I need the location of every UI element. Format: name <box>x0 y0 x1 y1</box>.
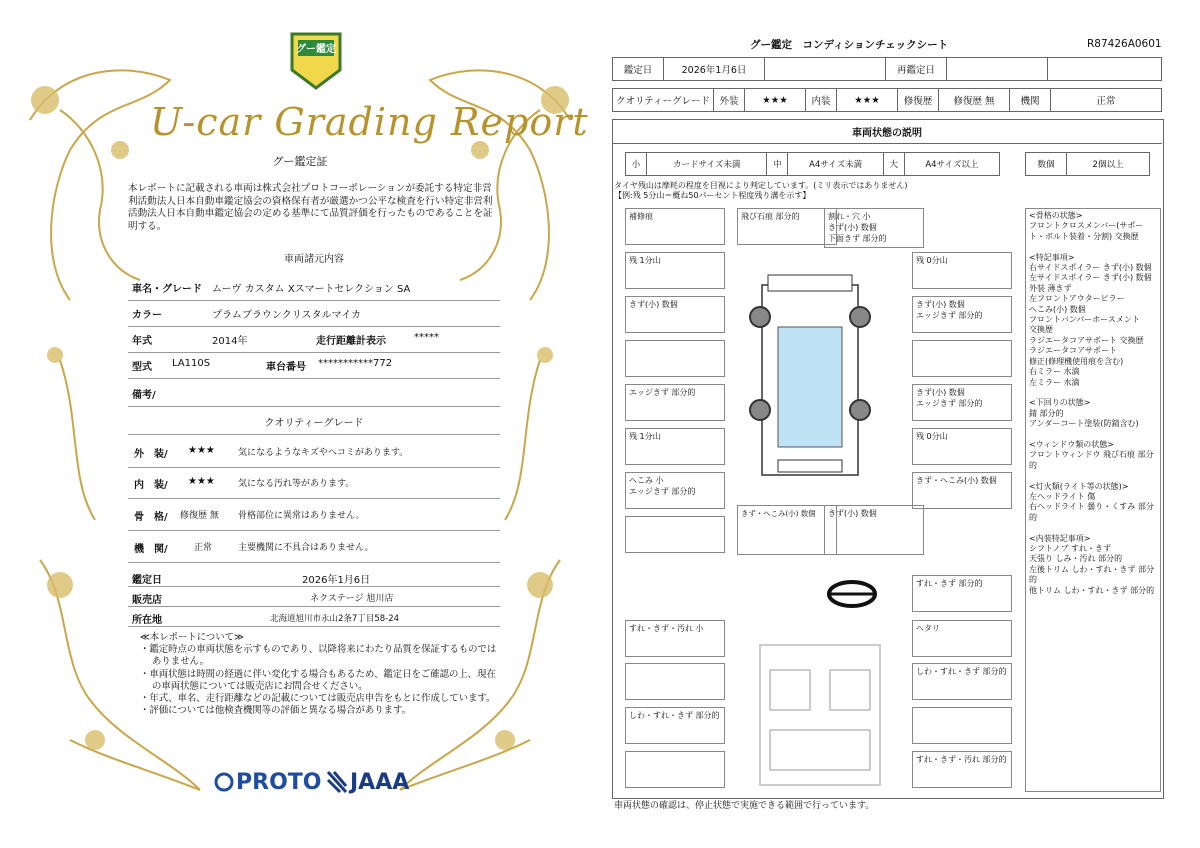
certificate-statement: 本レポートに記載される車両は株式会社プロトコーポレーションが委託する特定非営利活動法人日本自動車鑑定協会の資格保有者が厳選かつ公平な検査を行い特定非営利活動法人日本自動車鑑定協会の定める基準にて品質評価を行ったものであることを証明する。 <box>128 183 493 232</box>
date-label: 鑑定日 <box>613 58 664 81</box>
car-interior-diagram <box>750 640 890 790</box>
date-value: 2026年1月6日 <box>664 58 765 81</box>
date-blank <box>765 58 886 81</box>
proto-logo: PROTO <box>236 770 322 795</box>
interior-box: しわ・すれ・きず 部分的 <box>912 663 1012 700</box>
interior-label: 内 装/ <box>134 480 168 491</box>
goo-appraisal-badge <box>288 30 344 90</box>
steering-wheel-icon <box>826 579 878 609</box>
engine-value: 正常 <box>1051 89 1162 112</box>
interior-box: すれ・きず・汚れ 小 <box>625 620 725 657</box>
note-line: へこみ(小) 数個 <box>1029 304 1086 314</box>
exterior-stars: ★★★ <box>188 445 215 456</box>
note-line: 修正(修理機使用痕を含む) <box>1029 356 1124 366</box>
frame-row <box>128 498 500 531</box>
damage-box: 割れ・穴 小 きず(小) 数個 下面きず 部分的 <box>824 208 924 248</box>
note-line: 右ヘッドライト 曇り・くすみ 部分的 <box>1029 502 1154 522</box>
certificate-heading: グー鑑定証 <box>272 155 328 168</box>
chassis-label: 車台番号 <box>266 362 306 373</box>
note-line: 交換歴 <box>1029 325 1053 335</box>
jaaa-logo-icon <box>326 770 348 794</box>
interior-box: すれ・きず・汚れ 部分的 <box>912 751 1012 788</box>
note-line: 右サイドスポイラー きず(小) 数個 <box>1029 263 1152 273</box>
count-legend-table <box>1025 152 1150 176</box>
date-label: 鑑定日 <box>132 575 162 586</box>
size-mid: 中 <box>767 153 788 176</box>
mileage-label: 走行距離計表示 <box>316 336 386 347</box>
size-mid-desc: A4サイズ未満 <box>788 153 883 176</box>
engine-comment: 主要機関に不具合はありません。 <box>238 543 374 553</box>
quality-section-heading: クオリティーグレード <box>264 418 364 429</box>
vehicle-section-heading: 車両諸元内容 <box>284 254 344 265</box>
redate-value <box>947 58 1048 81</box>
shield-badge-icon <box>288 30 344 90</box>
mileage-value: ***** <box>414 332 439 343</box>
interior-box <box>625 751 725 788</box>
note-line <box>1029 388 1157 398</box>
interior-comment: 気になる汚れ等があります。 <box>238 479 355 489</box>
note-line: 錆 部分的 <box>1029 408 1064 418</box>
exterior-row <box>128 434 500 468</box>
sheet-footnote: 車両状態の確認は、停止状態で実施できる範囲で行っています。 <box>614 801 875 811</box>
shop-label: 販売店 <box>132 595 162 606</box>
chassis-value: ***********772 <box>318 358 393 369</box>
damage-box: エッジきず 部分的 <box>625 384 725 421</box>
report-title: U-car Grading Report <box>150 100 589 144</box>
damage-box <box>912 340 1012 377</box>
note-line: 左後トリム しわ・すれ・きず 部分的 <box>1029 564 1155 585</box>
note-line: <特記事項> <box>1029 252 1075 262</box>
size-small-desc: カードサイズ未満 <box>647 153 767 176</box>
condition-notes <box>1025 208 1161 792</box>
frame-value: 修復歴 無 <box>180 511 219 521</box>
note-line <box>1029 242 1157 252</box>
engine-row <box>128 530 500 563</box>
count-desc: 2個以上 <box>1067 153 1150 176</box>
about-item: ・年式、車名、走行距離などの記載については販売店申告をもとに作成しています。 <box>140 693 496 705</box>
name-label: 車名・グレード <box>132 284 202 295</box>
damage-box: 残 0分山 <box>912 428 1012 465</box>
note-line: 左ミラー 水滴 <box>1029 377 1080 387</box>
sheet-title: グー鑑定 コンディションチェックシート <box>750 39 949 51</box>
damage-box <box>625 516 725 553</box>
damage-box: きず・へこみ(小) 数個 <box>912 472 1012 509</box>
damage-box: 残 1分山 <box>625 428 725 465</box>
note-line: 左サイドスポイラー きず(小) 数個 <box>1029 273 1152 283</box>
note-line <box>1029 523 1157 533</box>
redate-label: 再鑑定日 <box>886 58 947 81</box>
interior-box: すれ・きず 部分的 <box>912 575 1012 612</box>
size-large-desc: A4サイズ以上 <box>904 153 999 176</box>
count-label: 数個 <box>1026 153 1067 176</box>
note-line: <ウィンドウ類の状態> <box>1029 439 1114 449</box>
interior-row <box>128 466 500 499</box>
year-value: 2014年 <box>212 336 248 347</box>
about-item: ・鑑定時点の車両状態を示すものであり、以降将来にわたり品質を保証するものではありません。 <box>140 644 497 668</box>
damage-box: 残 1分山 <box>625 252 725 289</box>
sheet-id: R87426A0601 <box>1087 38 1162 50</box>
exterior-label: 外 装/ <box>134 449 168 460</box>
interior-box <box>912 707 1012 744</box>
shop-row <box>128 586 500 607</box>
divider <box>612 143 1162 144</box>
note-line: シフトノブ すれ・きず <box>1029 544 1112 553</box>
frame-label: 骨 格/ <box>134 512 168 523</box>
int-label: 内装 <box>806 89 837 112</box>
color-value: プラムブラウンクリスタルマイカ <box>212 310 361 321</box>
note-line: <骨格の状態> <box>1029 211 1083 220</box>
note-line: フロントバンパーホースメント <box>1029 315 1140 325</box>
engine-label: 機関 <box>1010 89 1051 112</box>
jaaa-logo: JAAA <box>350 770 410 795</box>
condition-check-sheet <box>600 0 1200 848</box>
interior-box: ヘタリ <box>912 620 1012 657</box>
model-label: 型式 <box>132 362 152 373</box>
about-title: ≪本レポートについて≫ <box>140 632 244 643</box>
note-line: 左フロントアウターピラー <box>1029 294 1125 304</box>
note-line: フロントクロスメンバー(サポート・ボルト装着・分割) 交換歴 <box>1029 221 1144 241</box>
about-report <box>140 632 500 717</box>
damage-box: きず(小) 数個 エッジきず 部分的 <box>912 384 1012 421</box>
interior-box <box>625 663 725 700</box>
size-large: 大 <box>883 153 904 176</box>
badge-text: グー鑑定 <box>296 44 336 55</box>
damage-box: きず(小) 数個 <box>824 505 924 555</box>
address-value: 北海道旭川市永山2条7丁目58-24 <box>270 614 400 624</box>
frame-comment: 骨格部位に異常はありません。 <box>238 511 365 521</box>
grade-table <box>612 88 1162 112</box>
ext-value: ★★★ <box>745 89 806 112</box>
quality-label: クオリティーグレード <box>613 89 714 112</box>
repair-value: 修復歴 無 <box>939 89 1010 112</box>
note-line <box>1029 430 1157 440</box>
model-value: LA110S <box>172 358 211 369</box>
note-line: 他トリム しわ・すれ・きず 部分的 <box>1029 585 1155 595</box>
about-item: ・車両状態は時間の経過に伴い変化する場合もあるため、鑑定日をご確認の上、現在の車両状態については販売店にお問合せください。 <box>140 668 496 692</box>
damage-box: きず・へこみ(小) 数個 <box>737 505 837 555</box>
proto-logo-icon <box>214 772 234 792</box>
interior-stars: ★★★ <box>188 476 215 487</box>
damage-box: 飛び石痕 部分的 <box>737 208 837 245</box>
shop-value: ネクステージ 旭川店 <box>310 594 394 604</box>
note-line: 外装 薄きず <box>1029 283 1072 293</box>
damage-box: 残 0分山 <box>912 252 1012 289</box>
interior-box: しわ・すれ・きず 部分的 <box>625 707 725 744</box>
int-value: ★★★ <box>837 89 898 112</box>
note-line: <下回りの状態> <box>1029 398 1091 408</box>
damage-box: へこみ 小 エッジきず 部分的 <box>625 472 725 509</box>
size-legend-table <box>625 152 1000 176</box>
about-item: ・評価については他検査機関等の評価と異なる場合があります。 <box>140 705 411 717</box>
car-top-view-diagram <box>720 265 900 490</box>
address-label: 所在地 <box>132 615 162 626</box>
note-line: 左ヘッドライト 傷 <box>1029 491 1096 501</box>
damage-box: きず(小) 数個 <box>625 296 725 333</box>
engine-value: 正常 <box>194 543 213 553</box>
damage-box: 補修痕 <box>625 208 725 245</box>
size-small: 小 <box>626 153 647 176</box>
note-line: ラジエータコアサポート <box>1029 346 1117 356</box>
condition-title: 車両状態の説明 <box>852 128 922 139</box>
date-table <box>612 57 1162 81</box>
tire-note-2: 【例:残 5分山＝概ね50パーセント程度残り溝を示す】 <box>614 191 811 200</box>
remarks-row <box>128 376 500 407</box>
damage-box <box>625 340 725 377</box>
note-line: アンダーコート塗装(防錆含む) <box>1029 419 1139 429</box>
date-value: 2026年1月6日 <box>302 575 371 586</box>
ext-label: 外装 <box>714 89 745 112</box>
note-line: <内装特記事項> <box>1029 533 1091 543</box>
name-value: ムーヴ カスタム Xスマートセレクション SA <box>212 284 411 295</box>
address-row <box>128 606 500 627</box>
exterior-comment: 気になるようなキズやヘコミがあります。 <box>238 448 409 458</box>
damage-box: きず(小) 数個 エッジきず 部分的 <box>912 296 1012 333</box>
redate-blank <box>1048 58 1162 81</box>
year-label: 年式 <box>132 336 152 347</box>
date-row <box>128 566 500 587</box>
note-line <box>1029 471 1157 481</box>
model-row <box>128 348 500 379</box>
tire-note-1: タイヤ残山は摩耗の程度を目視により判定しています。(ミリ表示ではありません) <box>614 181 908 190</box>
repair-label: 修復歴 <box>898 89 939 112</box>
note-line: 天張り しみ・汚れ 部分的 <box>1029 554 1123 564</box>
engine-label: 機 関/ <box>134 544 168 555</box>
note-line: 右ミラー 水滴 <box>1029 367 1080 377</box>
remarks-label: 備考/ <box>132 390 156 401</box>
note-line: フロントウィンドウ 飛び石痕 部分的 <box>1029 450 1154 470</box>
color-label: カラー <box>132 310 162 321</box>
note-line: <灯火類(ライト等の状態)> <box>1029 481 1129 491</box>
note-line: ラジエータコアサポート 交換歴 <box>1029 335 1144 345</box>
